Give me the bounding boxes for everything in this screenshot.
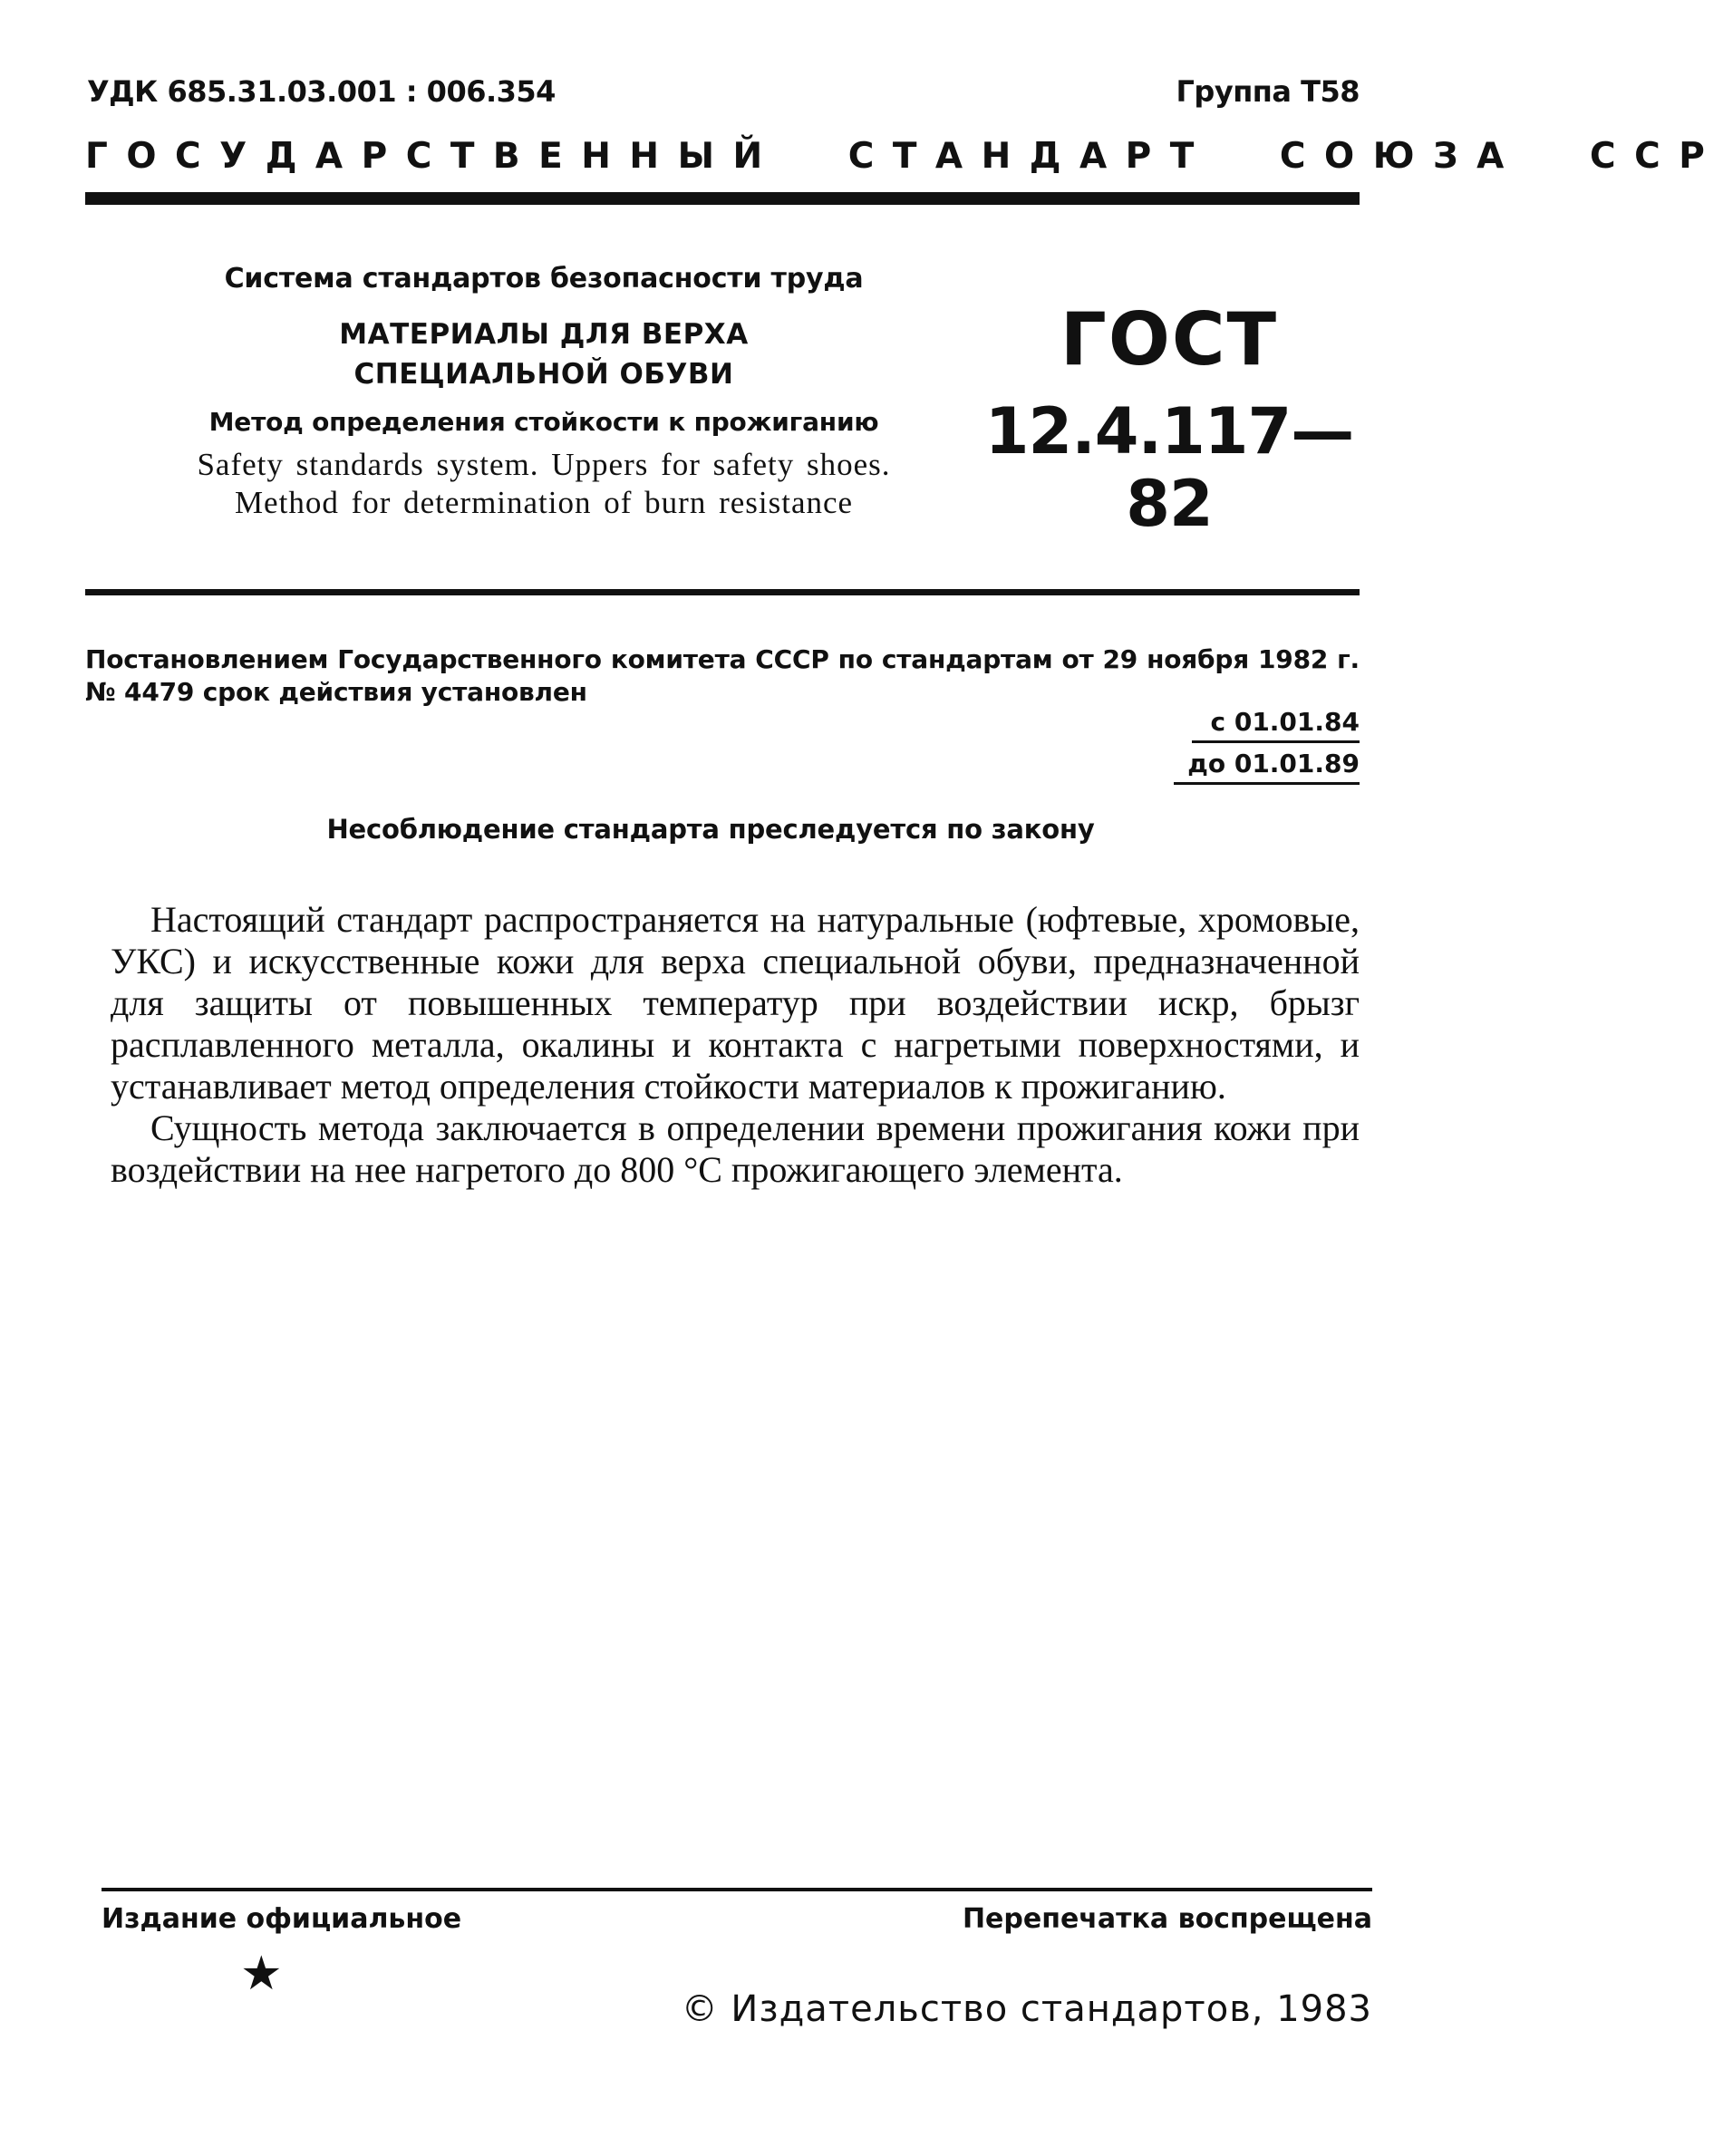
reprint-prohibited-label: Перепечатка воспрещена <box>962 1903 1372 1935</box>
standards-series: Система стандартов безопасности труда <box>224 263 864 295</box>
legal-notice: Несоблюдение стандарта преследуется по закону <box>326 814 1095 845</box>
english-title-line-1: Safety standards system. Uppers for safety shoes. <box>197 447 891 482</box>
star-icon: ★ <box>240 1947 283 2001</box>
official-edition-label: Издание официальное <box>102 1903 462 1935</box>
bottom-rule <box>102 1888 1372 1891</box>
effective-date-from: с 01.01.84 <box>1192 707 1360 743</box>
title-line-2: СПЕЦИАЛЬНОЙ ОБУВИ <box>353 358 734 391</box>
gost-designation <box>970 299 1369 540</box>
title-block <box>136 263 952 522</box>
effective-date-to: до 01.01.89 <box>1174 749 1360 785</box>
gost-label: ГОСТ <box>1060 297 1279 382</box>
gost-number: 12.4.117—82 <box>984 394 1354 541</box>
group-code: Группа Т58 <box>1176 74 1360 109</box>
top-rule <box>85 192 1360 205</box>
title-line-1: МАТЕРИАЛЫ ДЛЯ ВЕРХА <box>339 318 749 351</box>
english-title-line-2: Method for determination of burn resistance <box>234 485 854 520</box>
body-paragraph-1: Настоящий стандарт распространяется на натуральные (юфтевые, хромовые, УКС) и искусственные кожи для верха специальной обуви, предназначенной для защиты от повышенных температур при воздействии искр, брызг расплавленного металла, окалины и контакта с нагретыми поверхностями, и устанавливает метод определения стойкости материалов к прожиганию. <box>111 899 1360 1107</box>
body-paragraph-2: Сущность метода заключается в определении времени прожигания кожи при воздействии на нее нагретого до 800 °С прожигающего элемента. <box>111 1107 1360 1190</box>
method-subtitle: Метод определения стойкости к прожиганию <box>208 407 879 437</box>
udk-code: УДК 685.31.03.001 : 006.354 <box>87 74 556 109</box>
body-text <box>111 899 1360 1191</box>
state-standard-heading: ГОСУДАРСТВЕННЫЙ СТАНДАРТ СОЮЗА ССР <box>85 136 1723 177</box>
decree-text: Постановлением Государственного комитета СССР по стандартам от 29 ноября 1982 г. № 4479 срок действия установлен <box>85 644 1360 707</box>
copyright-line: © Издательство стандартов, 1983 <box>681 1988 1372 2030</box>
middle-rule <box>85 589 1360 595</box>
